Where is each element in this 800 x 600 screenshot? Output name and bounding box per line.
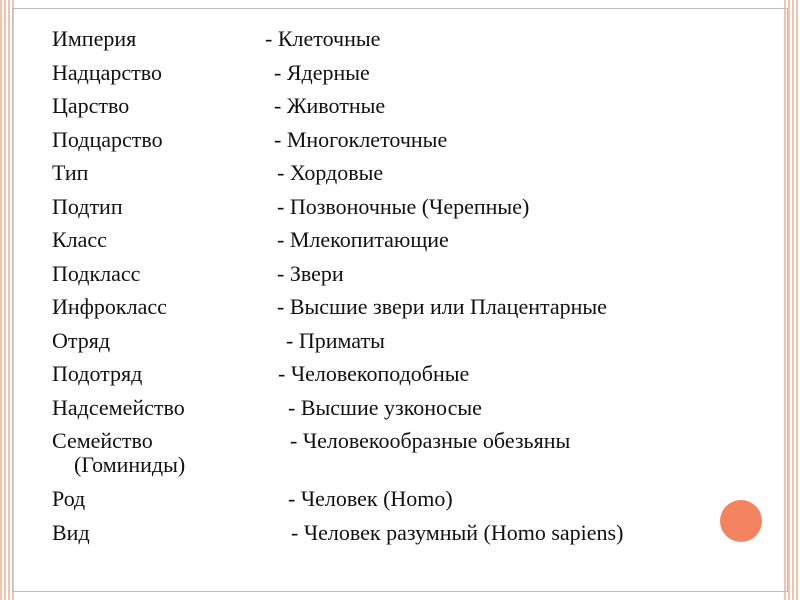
- rank-value: - Позвоночные (Черепные): [277, 193, 530, 219]
- rank-term: Царство: [52, 93, 130, 118]
- rank-value: - Человек разумный (Homo sapiens): [291, 519, 624, 545]
- rank-term: Род: [52, 486, 86, 511]
- rank-value: - Приматы: [286, 327, 385, 353]
- rank-value: - Высшие узконосые: [288, 394, 482, 420]
- rank-value: - Человекоподобные: [278, 361, 470, 386]
- list-item: [52, 56, 742, 90]
- rank-value: - Высшие звери или Плацентарные: [277, 294, 607, 319]
- rank-term: Инфрокласс: [52, 294, 167, 319]
- rank-term: Подотряд: [52, 361, 143, 386]
- list-item: [52, 324, 742, 358]
- list-item: [52, 290, 742, 324]
- rank-term: Империя: [52, 26, 137, 51]
- list-item: [52, 89, 742, 123]
- list-item: [52, 516, 742, 550]
- rank-term: Подкласс: [52, 260, 141, 286]
- list-item: [52, 123, 742, 157]
- rank-value: - Звери: [277, 260, 344, 286]
- rank-value: - Ядерные: [274, 59, 370, 85]
- rank-term: Класс: [52, 227, 107, 252]
- list-item: [52, 357, 742, 391]
- list-item: [52, 190, 742, 224]
- rank-term: Надсемейство: [52, 394, 185, 420]
- list-item: [52, 424, 742, 482]
- list-item: [52, 223, 742, 257]
- rank-value: - Хордовые: [277, 160, 384, 185]
- rank-term: Надцарство: [52, 59, 162, 85]
- rank-value: - Человекообразные обезьяны: [290, 428, 571, 453]
- rank-term: Отряд: [52, 327, 111, 353]
- rank-term: Семейство: [52, 428, 153, 453]
- rank-term: Подцарство: [52, 126, 163, 152]
- list-item: [52, 156, 742, 190]
- list-item: [52, 391, 742, 425]
- rank-value: - Многоклеточные: [274, 126, 448, 152]
- list-item: [52, 22, 742, 56]
- list-item: [52, 482, 742, 516]
- rank-term: Тип: [52, 160, 89, 185]
- taxonomy-list: [52, 22, 742, 549]
- list-item: [52, 257, 742, 291]
- rank-value-continuation: (Гоминиды): [74, 452, 186, 477]
- rank-value: - Млекопитающие: [277, 227, 449, 252]
- rank-value: - Клеточные: [265, 26, 381, 51]
- rank-term: Вид: [52, 519, 90, 545]
- rank-term: Подтип: [52, 193, 123, 219]
- rank-value: - Человек (Homo): [288, 486, 453, 511]
- orange-circle-decoration: [720, 500, 762, 542]
- rank-value: - Животные: [274, 93, 386, 118]
